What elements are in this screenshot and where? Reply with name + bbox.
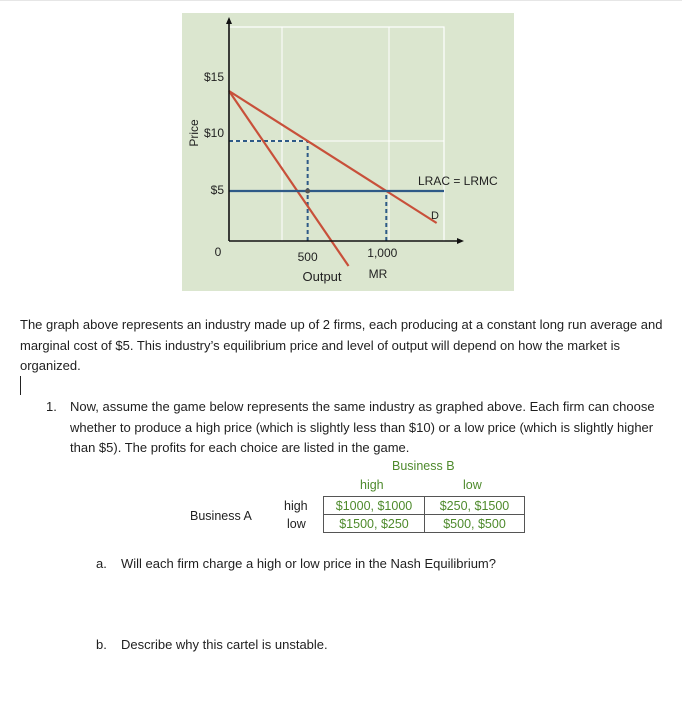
x-tick-label-3: 1,000 [367,246,398,260]
column-player-label: Business B [392,459,455,473]
cost-line-label: LRAC = LRMC [418,174,498,188]
intro-paragraph: The graph above represents an industry made up of 2 firms, each producing at a constant long run average and marginal cost of $5. This industry’s equilibrium price and level of output will depend on how the market is organized. [20,317,663,373]
y-tick-label-1: $15 [203,70,224,84]
question-b-text: Describe why this cartel is unstable. [121,637,328,652]
payoff-cell-high-high: $1000, $1000 [324,497,425,515]
payoff-cell-high-low: $250, $1500 [425,497,525,515]
x-tick-label-2: 500 [297,250,318,264]
text-cursor [20,376,21,395]
x-tick-label-1: 0 [214,245,222,259]
demand-curve-label: D [431,210,439,222]
row-player-label: Business A [190,509,252,523]
question-1-text: Now, assume the game below represents the same industry as graphed above. Each firm can choose whether to produce a high price (which is slightly less than $10) or a low price (which is slightly higher than $5). The profits for each choice are listed in the game. [70,399,655,455]
row-high-label: high [284,499,308,513]
payoff-matrix [323,496,525,533]
chart-background [182,13,514,291]
column-high-label: high [360,478,384,492]
y-axis-label: Price [187,119,201,147]
price-output-chart [182,13,514,291]
payoff-row-high [324,497,525,515]
mr-curve-label: MR [368,267,388,281]
top-border [0,0,682,1]
question-1-number: 1. [46,399,57,414]
y-tick-label-2: $10 [203,126,224,140]
x-axis-label: Output [302,269,342,284]
payoff-cell-low-high: $1500, $250 [324,515,425,533]
question-a-letter: a. [96,556,107,571]
intersection-point [305,189,310,194]
question-a-text: Will each firm charge a high or low price in the Nash Equilibrium? [121,556,496,571]
row-low-label: low [287,517,306,531]
payoff-row-low [324,515,525,533]
column-low-label: low [463,478,482,492]
y-tick-label-3: $5 [210,183,224,197]
question-b-letter: b. [96,637,107,652]
payoff-cell-low-low: $500, $500 [425,515,525,533]
